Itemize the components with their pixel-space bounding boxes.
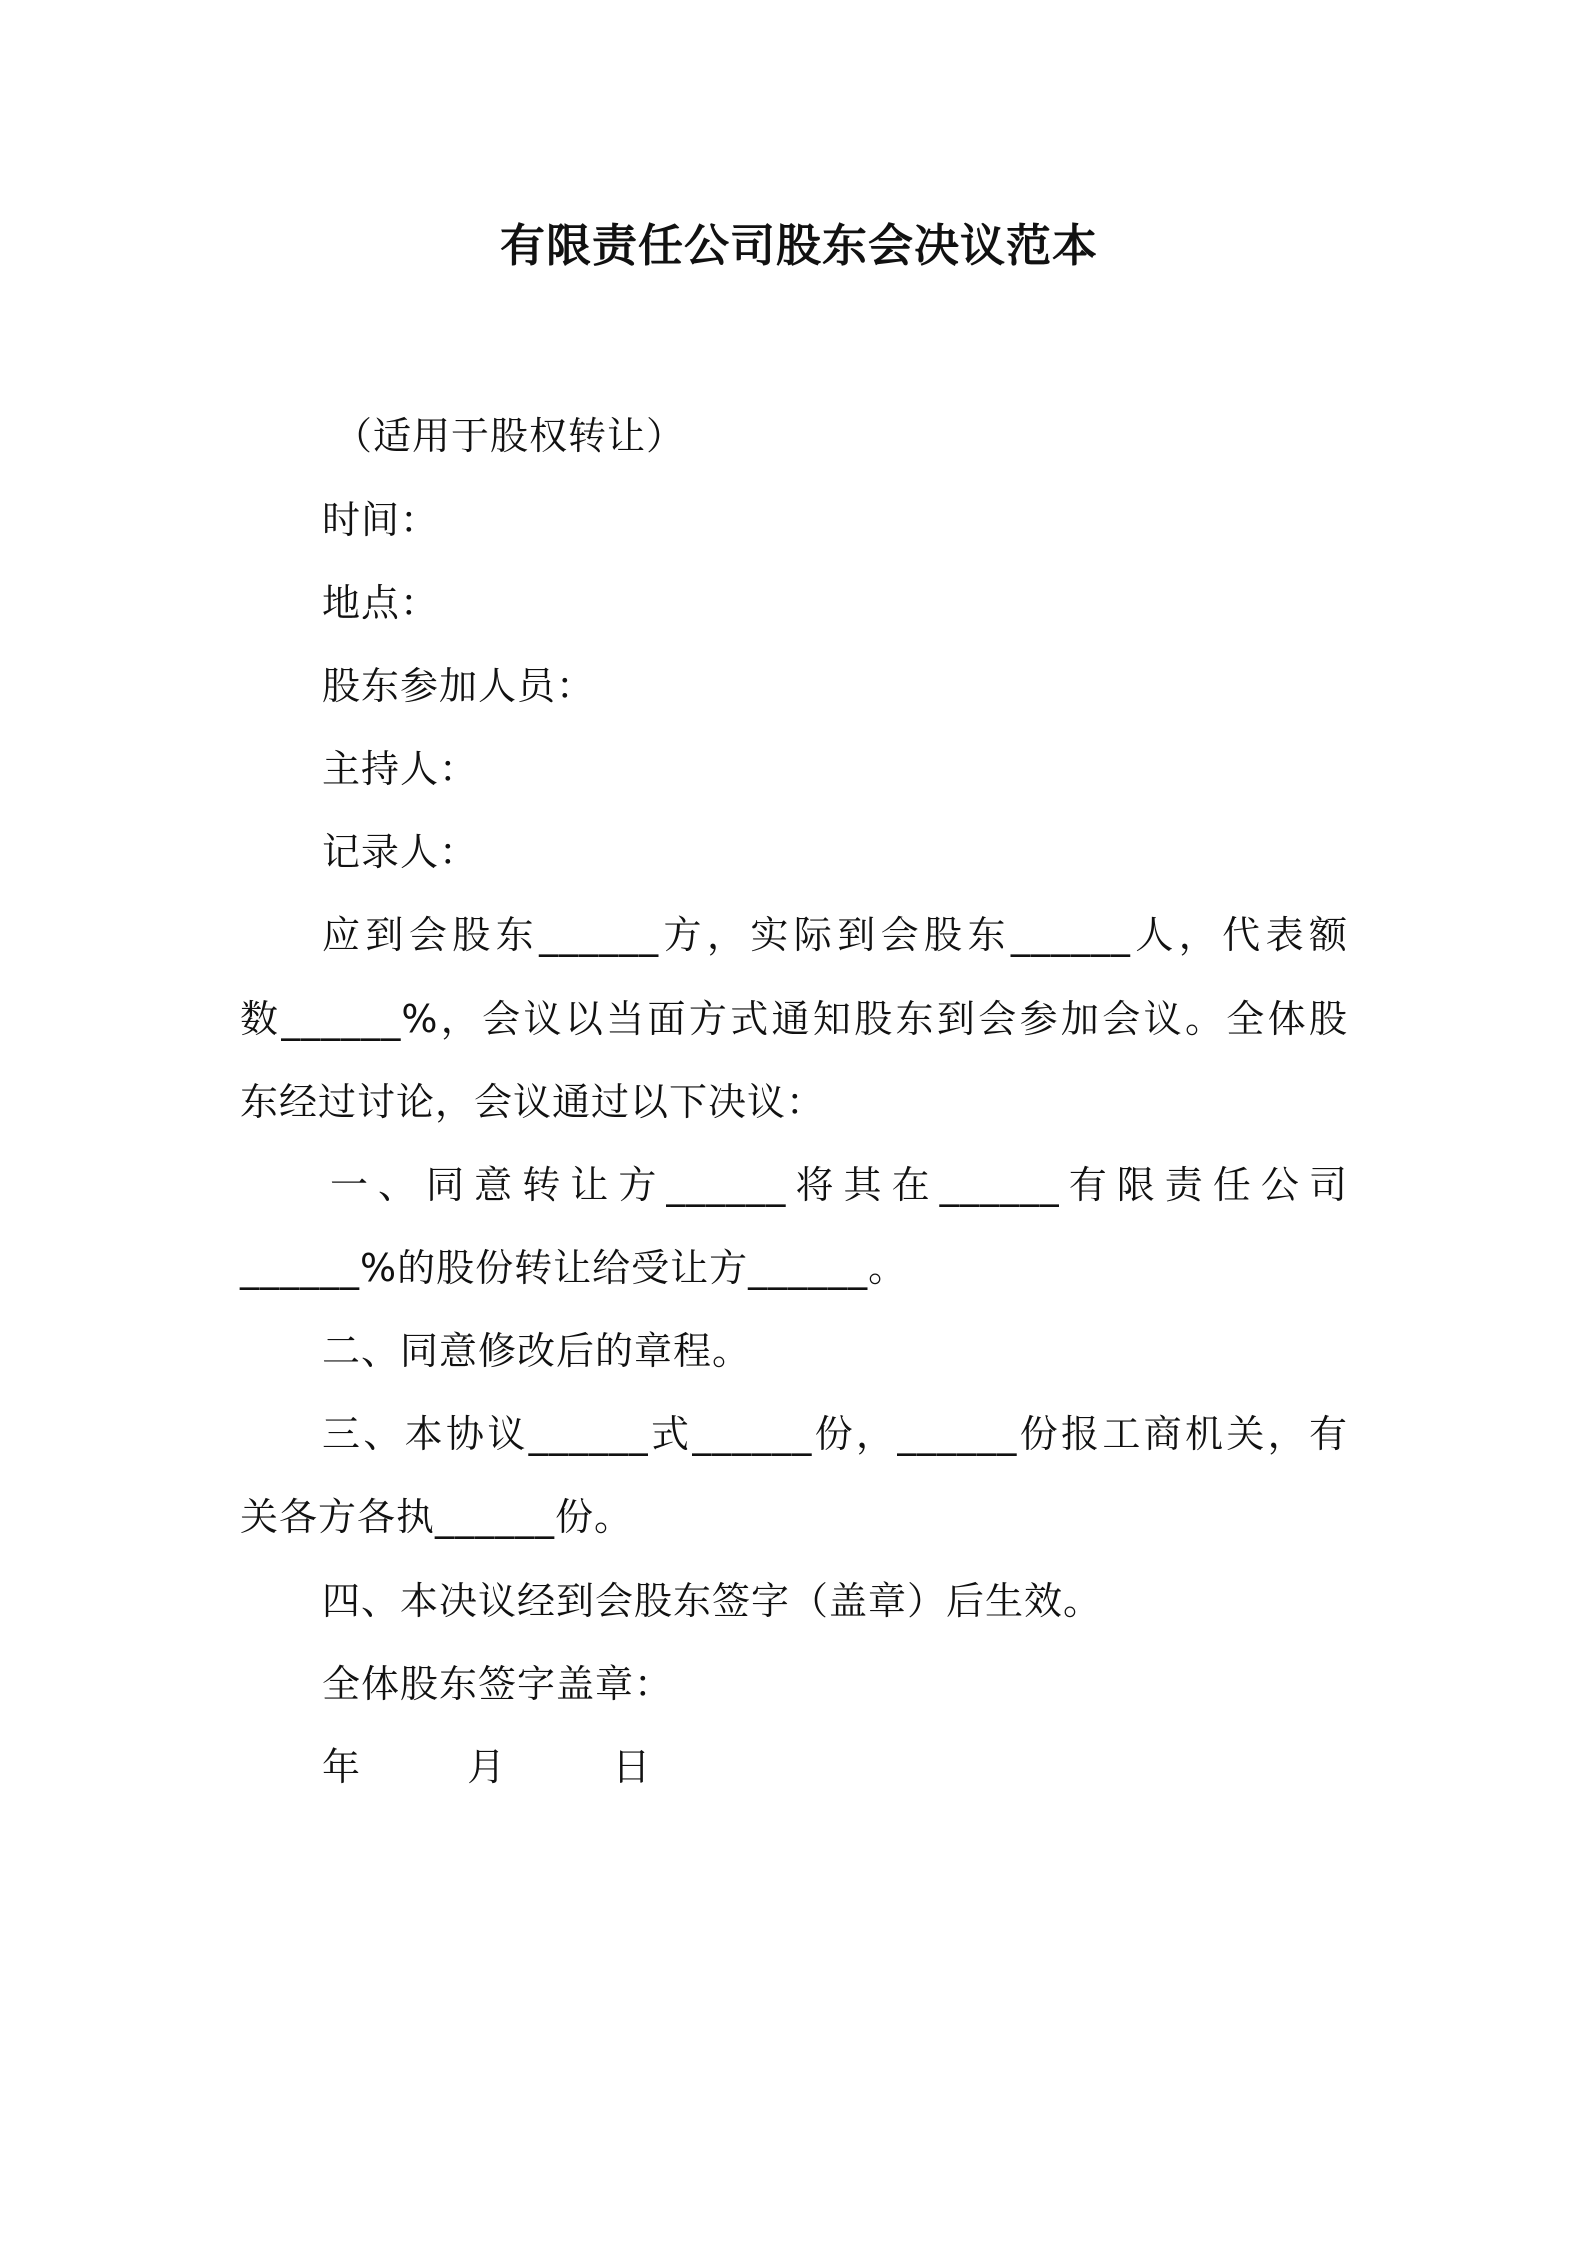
intro-line-3: 东经过讨论，会议通过以下决议： <box>240 1080 826 1124</box>
resolution-2: 二、同意修改后的章程。 <box>322 1329 752 1373</box>
field-place: 地点： <box>322 581 440 625</box>
resolution-1-line-1 <box>330 1159 1348 1211</box>
field-host: 主持人： <box>322 747 479 791</box>
date-day: 日 <box>612 1745 652 1789</box>
field-attendees: 股东参加人员： <box>322 664 596 708</box>
resolution-4: 四、本决议经到会股东签字（盖章）后生效。 <box>322 1579 1103 1623</box>
field-time: 时间： <box>322 498 440 542</box>
document-subtitle: （适用于股权转让） <box>334 414 686 458</box>
resolution-1-line-1-text: 一、同意转让方______将其在______有限责任公司 <box>330 1163 1348 1207</box>
document-title: 有限责任公司股东会决议范本 <box>499 219 1098 272</box>
date-row <box>322 1741 651 1793</box>
date-month: 月 <box>467 1745 507 1789</box>
resolution-1-line-2: ______%的股份转让给受让方______。 <box>240 1246 908 1290</box>
resolution-3-line-1 <box>322 1408 1348 1460</box>
intro-line-2 <box>240 993 1348 1045</box>
signature-label: 全体股东签字盖章： <box>322 1662 674 1706</box>
intro-line-2-text: 数______%，会议以当面方式通知股东到会参加会议。全体股 <box>240 997 1348 1041</box>
intro-line-1 <box>322 909 1348 961</box>
intro-line-1-text: 应到会股东______方，实际到会股东______人，代表额 <box>322 913 1348 957</box>
resolution-3-line-2: 关各方各执______份。 <box>240 1495 634 1539</box>
field-recorder: 记录人： <box>322 830 479 874</box>
resolution-3-line-1-text: 三、本协议______式______份，______份报工商机关，有 <box>322 1412 1348 1456</box>
date-year: 年 <box>322 1745 362 1789</box>
